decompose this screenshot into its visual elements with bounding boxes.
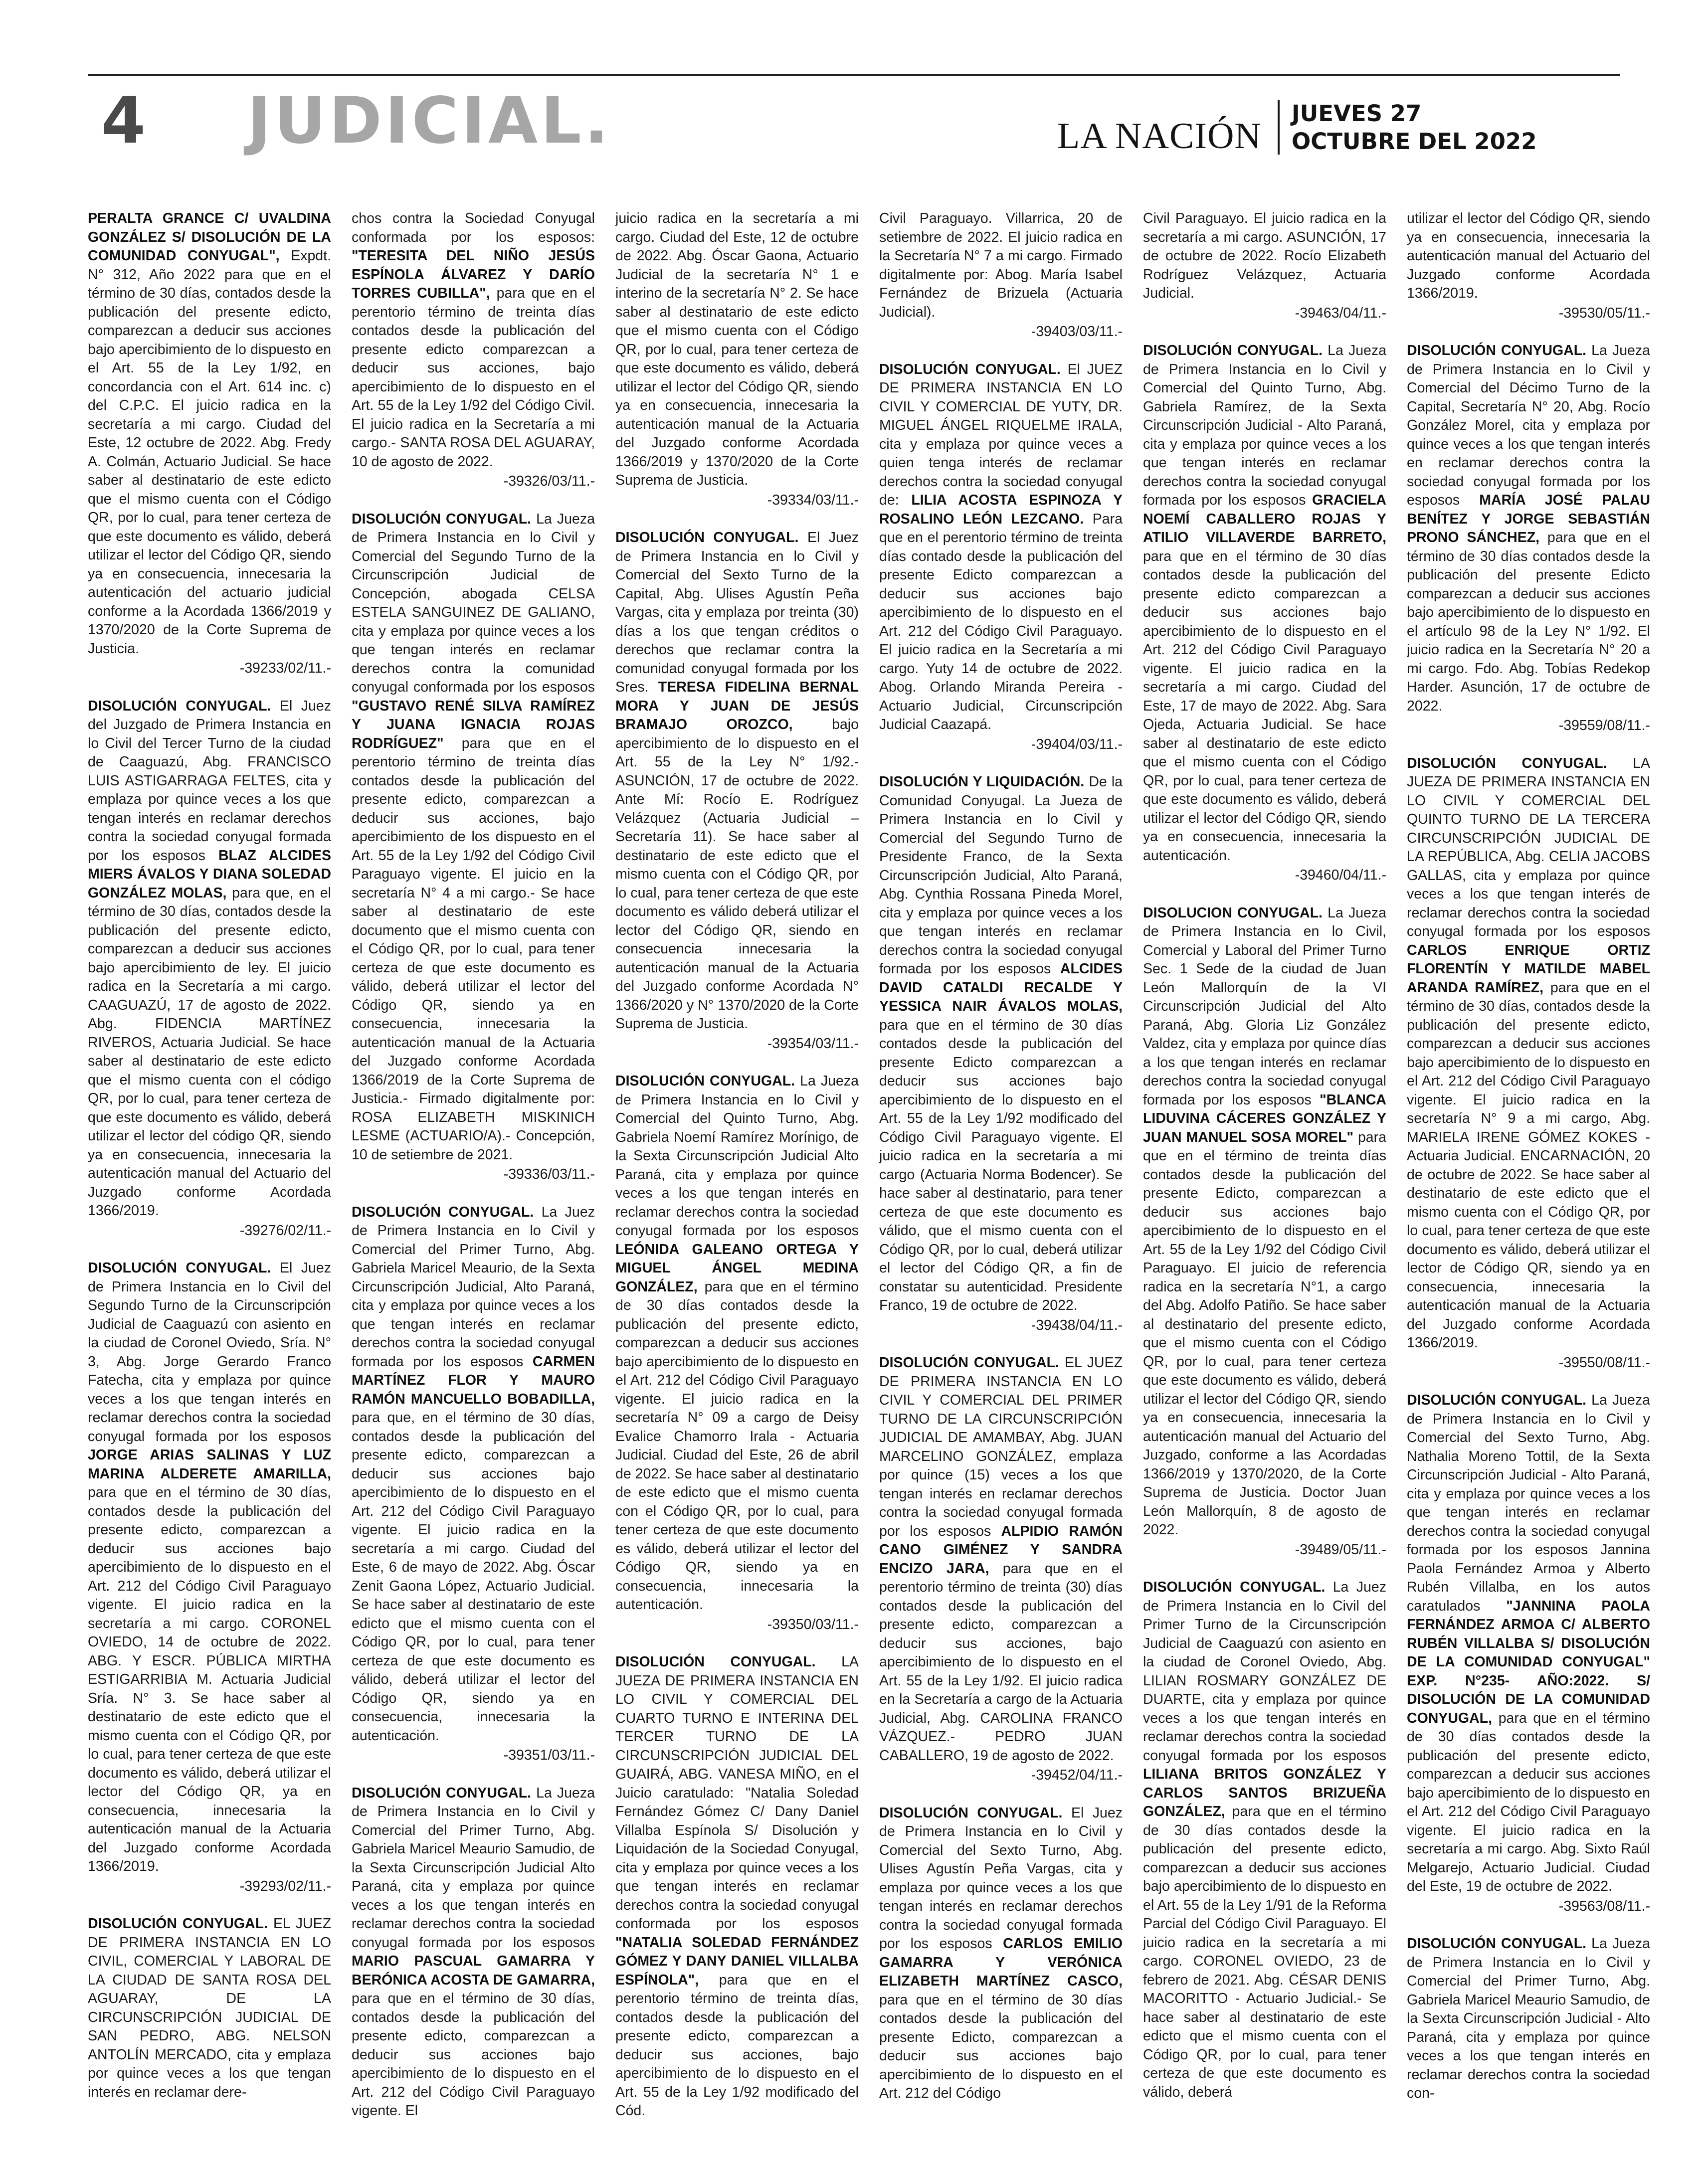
notice-bold-text: DISOLUCIÓN CONYUGAL.: [352, 1204, 534, 1220]
notice-text: LA JUEZA DE PRIMERA INSTANCIA EN LO CIVIL Y COMERCIAL DEL CUARTO TURNO E INTERINA DEL TERCER TURNO DE LA CIRCUNSCRIPCIÓN JUDICIAL DEL GUAIRÁ, ABG. VANESA MIÑO, en el Juicio caratulado: "Natalia Soledad Fernández Gómez C/ Dany Daniel Villalba Espínola S/ Disolución y Liquidación de la Sociedad Conyugal, cita y emplaza por quince veces a los que tengan interés en reclamar derechos contra la sociedad conyugal conformada por los esposos: [615, 1654, 859, 1932]
notice-text: para que en el término de 30 días, contados desde la publicación del presente edicto, comparezcan a deducir sus acciones bajo apercibimiento de lo dispuesto en el Art. 212 del Código Civil Paraguayo vigente. El juicio radica en la secretaría a mi cargo. CORONEL OVIEDO, 14 de octubre de 2022. ABG. Y ESCR. PÚBLICA MIRTHA ESTIGARRIBIA M. Actuaria Judicial Sría. N° 3. Se hace saber al destinatario de este edicto que el mismo cuenta con el Código QR, por lo cual, para tener certeza de que este documento es válido, deberá utilizar el lector del Código QR, ya en consecuencia, innecesaria la autenticación manual de la Actuaria del Juzgado conforme Acordada 1366/2019.: [88, 1484, 331, 1874]
notice-reference-code: -39550/08/11.-: [1558, 1354, 1650, 1371]
notice-reference-code: -39404/03/11.-: [1031, 736, 1123, 752]
issue-date: [1292, 100, 1537, 156]
legal-notice: [879, 1354, 1123, 1785]
notice-text: La Jueza de Primera Instancia en lo Civil y Comercial del Primer Turno, Abg. Gabriela Maricel Meaurio Samudio, de la Sexta Circunscripción Judicial Alto Paraná, cita y emplaza por quince veces a los que tengan interés en reclamar derechos contra la sociedad conyugal formada por los esposos: [352, 1785, 595, 1951]
notice-bold-text: DISOLUCIÓN CONYUGAL.: [88, 1260, 271, 1276]
notice-text: El Juez del Juzgado de Primera Instancia en lo Civil del Tercer Turno de la ciudad de Caaguazú, Abg. FRANCISCO LUIS ASTIGARRAGA FELTES, cita y emplaza por quince veces a los que tengan interés en reclamar derechos contra la sociedad conyugal formada por los esposos: [88, 698, 331, 864]
notice-text: para que en el término de treinta días contados desde la publicación del presente Edicto, comparezcan a deducir sus acciones bajo apercibimiento de lo dispuesto en el Art. 55 de la Ley 1/92 del Código Civil Paraguayo. El juicio de referencia radica en la secretaría N°1, a cargo del Abg. Adolfo Patiño. Se hace saber al destinatario del presente edicto, que el mismo cuenta con el Código QR, por lo cual, para tener certeza que este documento es válido, deberá utilizar el lector del Código QR, siendo ya en consecuencia, innecesaria la autenticación manual del Actuario del Juzgado, conforme a las Acordadas 1366/2019 y 1370/2020, de la Corte Suprema de Justicia. Doctor Juan León Mallorquín, 8 de agosto de 2022.: [1143, 1129, 1386, 1538]
notice-bold-text: LILIANA BRITOS GONZÁLEZ Y CARLOS SANTOS BRIZUEÑA GONZÁLEZ,: [1143, 1766, 1386, 1819]
notice-bold-text: DISOLUCIÓN CONYUGAL.: [1143, 1579, 1326, 1595]
column-2: [352, 209, 595, 2164]
notice-reference-code: -39463/04/11.-: [1295, 305, 1386, 321]
notice-text: La Jueza de Primera Instancia en lo Civil y Comercial del Quinto Turno, Abg. Gabriela Ramírez, de la Sexta Circunscripción Judicial - Alto Paraná, cita y emplaza por quince veces a los que tengan interés en reclamar derechos contra la sociedad conyugal formada por los esposos: [1143, 343, 1386, 508]
legal-notice: [879, 209, 1123, 342]
notice-bold-text: DISOLUCION CONYUGAL.: [1143, 905, 1323, 921]
page-number: 4: [101, 84, 146, 158]
notice-bold-text: CARLOS ENRIQUE ORTIZ FLORENTÍN Y MATILDE MABEL ARANDA RAMÍREZ,: [1407, 942, 1650, 996]
column-6: [1407, 209, 1650, 2164]
notice-text: para que en el término de 30 días contados desde la publicación del presente edicto comparezcan a deducir sus acciones bajo apercibimiento de lo dispuesto en el Art. 212 del Código Civil Paraguayo vigente. El juicio radica en la secretaría a mi cargo. Ciudad del Este, 17 de mayo de 2022. Abg. Sara Ojeda, Actuaria Judicial. Se hace saber al destinatario de este edicto que el mismo cuenta con el Código QR, por lo cual, para tener certeza de que este documento es válido, deberá utilizar el lector del Código QR, siendo ya en consecuencia, innecesaria la autenticación.: [1143, 548, 1386, 864]
notice-text: para que en el término de 30 días contados desde la publicación del presente edicto, comparezcan a deducir sus acciones bajo apercibimiento de lo dispuesto en el Art. 55 de la Ley 1/91 de la Reforma Parcial del Código Civil Paraguayo. El juicio radica en la secretaría a mi cargo. CORONEL OVIEDO, 23 de febrero de 2021. Abg. CÉSAR DENIS MACORITTO - Actuario Judicial.- Se hace saber al destinatario de este edicto que el mismo cuenta con el Código QR, por lo cual, para tener certeza de que este documento es válido, deberá: [1143, 1804, 1386, 2100]
notice-bold-text: "GUSTAVO RENÉ SILVA RAMÍREZ Y JUANA IGNACIA ROJAS RODRÍGUEZ": [352, 698, 595, 751]
notice-reference-code: -39403/03/11.-: [1031, 324, 1123, 340]
notice-bold-text: "BLANCA LIDUVINA CÁCERES GONZÁLEZ Y JUAN MANUEL SOSA MOREL": [1143, 1091, 1386, 1145]
notice-bold-text: DISOLUCIÓN CONYUGAL.: [615, 1654, 816, 1670]
notice-text: bajo apercibimiento de lo dispuesto en el Art. 55 de la Ley N° 1/92.- ASUNCIÓN, 17 de octubre de 2022. Ante Mí: Rocío E. Rodríguez Velázquez (Actuaria Judicial – Secretaría 11). Se hace saber al destinatario de este edicto que el mismo cuenta con el Código QR, por lo cual, para tener certeza de que este documento es válido deberá utilizar el lector del Código QR, siendo en consecuencia innecesaria la autenticación manual de la Actuaria del Juzgado conforme Acordada N° 1366/2020 y N° 1370/2020 de la Corte Suprema de Justicia.: [615, 717, 859, 1032]
notice-bold-text: LEÓNIDA GALEANO ORTEGA Y MIGUEL ÁNGEL MEDINA GONZÁLEZ,: [615, 1241, 859, 1295]
notice-text: La Jueza de Primera Instancia en lo Civil y Comercial del Primer Turno, Abg. Gabriela Maricel Meaurio Samudio, de la Sexta Circunscripción Judicial - Alto Paraná, cita y emplaza por quince veces a los que tengan interés en reclamar derechos contra la sociedad con-: [1407, 1936, 1650, 2101]
notice-bold-text: DISOLUCIÓN CONYUGAL.: [879, 361, 1061, 377]
notice-text: La Jueza de Primera Instancia en lo Civil y Comercial del Segundo Turno de la Circunscripción Judicial de Concepción, abogada CELSA ESTELA SANGUINEZ DE GALIANO, cita y emplaza por quince veces a los que tengan interés en reclamar derechos contra la comunidad conyugal conformada por los esposos: [352, 511, 595, 695]
notice-text: para que en el perentorio término de treinta (30) días contados desde la publicación del presente edicto, comparezcan a deducir sus acciones, bajo apercibimiento de lo dispuesto en el Art. 55 de la Ley 1/92. El juicio radica en la Secretaría a cargo de la Actuaria Judicial, Abg. CAROLINA FRANCO VÁZQUEZ.- PEDRO JUAN CABALLERO, 19 de agosto de 2022.: [879, 1560, 1123, 1764]
notice-reference-code: -39489/05/11.-: [1295, 1541, 1386, 1558]
legal-notice: [1143, 904, 1386, 1560]
notice-reference-code: -39276/02/11.-: [239, 1222, 331, 1239]
notice-text: para que en el término de 30 días contados desde la publicación del presente Edicto, comparezcan a deducir sus acciones bajo apercibimiento de lo dispuesto en el Art. 212 del Código: [879, 1992, 1123, 2101]
notice-text: para que en el término de 30 días contados desde la publicación del presente Edicto comparezcan a deducir sus acciones bajo apercibimiento de lo dispuesto en el Art. 55 de la Ley 1/92 modificado del Código Civil Paraguayo vigente. El juicio radica en la secretaría a mi cargo (Actuaria Norma Bodencer). Se hace saber al destinatario, para tener certeza de que este documento es válido, que el mismo cuenta con el Código QR, por lo cual, deberá utilizar el lector del Código QR, a fin de constatar su autenticidad. Presidente Franco, 19 de octubre de 2022.: [879, 1017, 1123, 1313]
notice-text: Civil Paraguayo. El juicio radica en la secretaría a mi cargo. ASUNCIÓN, 17 de octubre de 2022. Rocío Elizabeth Rodríguez Velázquez, Actuaria Judicial.: [1143, 210, 1386, 301]
notice-bold-text: DISOLUCIÓN CONYUGAL.: [615, 530, 799, 545]
notice-reference-code: -39336/03/11.-: [503, 1166, 595, 1182]
issue-month-year: OCTUBRE DEL 2022: [1292, 128, 1537, 155]
notice-text: La Jueza de Primera Instancia en lo Civil y Comercial del Décimo Turno de la Capital, Secretaría N° 20, Abg. Rocío González Morel, cita y emplaza por quince veces a los que tengan interés en reclamar derechos contra la sociedad conyugal formada por los esposos: [1407, 343, 1650, 508]
notice-text: LA JUEZA DE PRIMERA INSTANCIA EN LO CIVIL Y COMERCIAL DEL QUINTO TURNO DE LA TERCERA CIRCUNSCRIPCIÓN JUDICIAL DE LA REPÚBLICA, Abg. CELIA JACOBS GALLAS, cita y emplaza por quince veces a los que tengan interés de reclamar derechos contra la sociedad conyugal formada por los esposos: [1407, 755, 1650, 939]
notice-bold-text: DISOLUCIÓN CONYUGAL.: [1407, 1392, 1587, 1408]
notice-bold-text: DISOLUCIÓN CONYUGAL.: [1407, 1936, 1587, 1952]
notice-bold-text: DISOLUCIÓN CONYUGAL.: [1407, 755, 1607, 771]
notice-text: El Juez de Primera Instancia en lo Civil y Comercial del Sexto Turno, Abg. Ulises Agustín Peña Vargas, cita y emplaza por quince veces a los que tengan interés en reclamar derechos contra la sociedad conyugal formada por los esposos: [879, 1805, 1123, 1952]
notice-text: Expdt. N° 312, Año 2022 para que en el término de 30 días, contados desde la publicación del presente edicto, comparezcan a deducir sus acciones bajo apercibimiento de lo dispuesto en el Art. 55 de la Ley 1/92, en concordancia con el Art. 614 inc. c) del C.P.C. El juicio radica en la secretaría a mi cargo. Ciudad del Este, 12 octubre de 2022. Abg. Fredy A. Colmán, Actuario Judicial. Se hace saber al destinatario de este edicto que el mismo cuenta con el Código QR, por lo cual, para tener certeza de que este documento es válido, deberá utilizar el lector del Código QR, siendo ya en consecuencia, innecesaria la autenticación del actuario judicial conforme a la Acordada 1366/2019 y 1370/2020 de la Corte Suprema de Justicia.: [88, 248, 331, 657]
notice-reference-code: -39350/03/11.-: [767, 1616, 859, 1633]
notice-text: Civil Paraguayo. Villarrica, 20 de setiembre de 2022. El juicio radica en la Secretaría N° 7 a mi cargo. Firmado digitalmente por: Abog. María Isabel Fernández de Brizuela (Actuaria Judicial).: [879, 210, 1123, 320]
column-1: [88, 209, 331, 2164]
notice-text: para que en el término de 30 días contados desde la publicación del presente Edicto comparezcan a deducir sus acciones bajo apercibimiento de lo dispuesto en el artículo 98 de la Ley N° 1/92. El juicio radica en la Secretaría N° 20 a mi cargo. Fdo. Abg. Tobías Redekop Harder. Asunción, 17 de octubre de 2022.: [1407, 530, 1650, 714]
notice-bold-text: LILIA ACOSTA ESPINOZA Y ROSALINO LEÓN LEZCANO.: [879, 492, 1123, 527]
notice-text: El JUEZ DE PRIMERA INSTANCIA EN LO CIVIL Y COMERCIAL DE YUTY, DR. MIGUEL ÁNGEL RIQUELME IRALA, cita y emplaza por quince veces a quien tenga interés de reclamar derechos contra la sociedad conyugal de:: [879, 361, 1123, 508]
legal-notice: [88, 697, 331, 1241]
notice-reference-code: -39354/03/11.-: [767, 1035, 859, 1052]
issue-weekday: JUEVES 27: [1292, 100, 1422, 127]
column-3: [615, 209, 859, 2164]
header-divider: [1278, 100, 1280, 155]
legal-notice: [615, 209, 859, 510]
notice-text: La Jueza de Primera Instancia en lo Civil y Comercial del Sexto Turno, Abg. Nathalia Moreno Tottil, de la Sexta Circunscripción Judicial - Alto Paraná, cita y emplaza por quince veces a los que tengan interés en reclamar derechos contra la sociedad conyugal formada por los esposos Jannina Paola Fernández Armoa y Alberto Rubén Villalba, en los autos caratulados: [1407, 1392, 1650, 1614]
top-rule: [88, 74, 1620, 76]
notice-reference-code: -39334/03/11.-: [767, 492, 859, 508]
notice-reference-code: -39530/05/11.-: [1558, 305, 1650, 321]
notice-bold-text: "TERESITA DEL NIÑO JESÚS ESPÍNOLA ÁLVAREZ Y DARÍO TORRES CUBILLA",: [352, 248, 595, 301]
legal-notice: [879, 361, 1123, 754]
notice-bold-text: TERESA FIDELINA BERNAL MORA Y JUAN DE JESÚS BRAMAJO OROZCO,: [615, 679, 859, 732]
notice-text: para que en el perentorio término de treinta días contados desde la publicación del presente edicto comparezcan a deducir sus acciones, bajo apercibimiento de lo dispuesto en el Art. 55 de la Ley 1/92 del Código Civil. El juicio radica en la Secretaría a mi cargo.- SANTA ROSA DEL AGUARAY, 10 de agosto de 2022.: [352, 285, 595, 470]
notice-bold-text: CARMEN MARTÍNEZ FLOR Y MAURO RAMÓN MANCUELLO BOBADILLA,: [352, 1353, 595, 1407]
legal-notice: [615, 529, 859, 1053]
notice-text: para que en el término de 30 días, contados desde la publicación del presente edicto, comparezcan a deducir sus acciones bajo apercibimiento de lo dispuesto en el Art. 212 del Código Civil Paraguayo vigente. El: [352, 1991, 595, 2119]
notice-bold-text: BLAZ ALCIDES MIERS ÁVALOS Y DIANA SOLEDAD GONZÁLEZ MOLAS,: [88, 847, 331, 901]
notices-grid: [88, 209, 1650, 2164]
legal-notice: [352, 1784, 595, 2121]
legal-notice: [615, 1072, 859, 1634]
notice-text: La Juez de Primera Instancia en lo Civil y Comercial del Primer Turno, Abg. Gabriela Maricel Meaurio, de la Sexta Circunscripción Judicial, Alto Paraná, cita y emplaza por quince veces a los que tengan interés en reclamar derechos contra la sociedad conyugal formada por los esposos: [352, 1204, 595, 1370]
notice-text: La Jueza de Primera Instancia en lo Civil y Comercial del Quinto Turno, Abg. Gabriela Noemí Ramírez Morínigo, de la Sexta Circunscripción Judicial Alto Paraná, cita y emplaza por quince veces a los que tengan interés en reclamar derechos contra la sociedad conyugal formada por los esposos: [615, 1073, 859, 1239]
legal-notice: [1143, 1578, 1386, 2102]
legal-notice: [615, 1653, 859, 2121]
notice-bold-text: DISOLUCIÓN CONYUGAL.: [352, 511, 532, 527]
notice-text: chos contra la Sociedad Conyugal conformada por los esposos:: [352, 210, 595, 245]
column-4: [879, 209, 1123, 2164]
notice-reference-code: -39351/03/11.-: [503, 1747, 595, 1763]
notice-reference-code: -39438/04/11.-: [1031, 1317, 1123, 1333]
notice-text: El Juez de Primera Instancia en lo Civil y Comercial del Sexto Turno de la Capital, Abg. Ulises Agustín Peña Vargas, cita y emplaza por treinta (30) días a los que tengan créditos o derechos que reclamar contra la comunidad conyugal formada por los Sres.: [615, 530, 859, 695]
notice-text: para que en el término de 30 días, contados desde la publicación del presente edicto, comparezcan a deducir sus acciones bajo apercibimiento de lo dispuesto en el Art. 212 del Código Civil Paraguayo vigente. El juicio radica en la secretaría N° 9 a mi cargo, Abg. MARIELA IRENE GÓMEZ KOKES - Actuaria Judicial. ENCARNACIÓN, 20 de octubre de 2022. Se hace saber al destinatario de este edicto que el mismo cuenta con el Código QR, por lo cual, para tener certeza de que este documento es válido, deberá utilizar el lector de Código QR, siendo ya en consecuencia, innecesaria la autenticación manual de la Actuaria del Juzgado conforme Acordada 1366/2019.: [1407, 979, 1650, 1351]
notice-text: utilizar el lector del Código QR, siendo ya en consecuencia, innecesaria la autenticación manual del Actuario del Juzgado conforme Acordada 1366/2019.: [1407, 210, 1650, 301]
notice-bold-text: MARÍA JOSÉ PALAU BENÍTEZ Y JORGE SEBASTIÁN PRONO SÁNCHEZ,: [1407, 492, 1650, 545]
legal-notice: [88, 209, 331, 678]
notice-bold-text: DISOLUCIÓN CONYUGAL.: [879, 1805, 1063, 1821]
newspaper-logo: LA NACIÓN: [1057, 116, 1262, 157]
notice-reference-code: -39563/08/11.-: [1558, 1898, 1650, 1914]
legal-notice: [88, 1915, 331, 2102]
notice-bold-text: DISOLUCIÓN Y LIQUIDACIÓN.: [879, 774, 1085, 790]
notice-text: para que en el término de 30 días contados desde la publicación del presente edicto, comparezcan a deducir sus acciones bajo apercibimiento de lo dispuesto en el Art. 212 del Código Civil Paraguayo vigente. El juicio radica en la secretaría a mi cargo. Abg. Sixto Raúl Melgarejo, Actuario Judicial. Ciudad del Este, 19 de octubre de 2022.: [1407, 1710, 1650, 1894]
section-title: JUDICIAL.: [247, 84, 612, 158]
legal-notice: [352, 510, 595, 1184]
notice-reference-code: -39326/03/11.-: [503, 473, 595, 489]
legal-notice: [1143, 342, 1386, 885]
notice-bold-text: "JANNINA PAOLA FERNÁNDEZ ARMOA C/ ALBERTO RUBÉN VILLALBA S/ DISOLUCIÓN DE LA COMUNIDAD CONYUGAL" EXP. N°235- AÑO:2022. S/ DISOLUCIÓN DE LA COMUNIDAD CONYUGAL,: [1407, 1598, 1650, 1726]
notice-bold-text: "NATALIA SOLEDAD FERNÁNDEZ GÓMEZ Y DANY DANIEL VILLALBA ESPÍNOLA",: [615, 1934, 859, 1988]
notice-bold-text: DISOLUCIÓN CONYUGAL.: [352, 1785, 532, 1801]
notice-bold-text: CARLOS EMILIO GAMARRA Y VERÓNICA ELIZABETH MARTÍNEZ CASCO,: [879, 1936, 1123, 1989]
notice-text: El Juez de Primera Instancia en lo Civil del Segundo Turno de la Circunscripción Judicial de Caaguazú con asiento en la ciudad de Coronel Oviedo, Sría. N° 3, Abg. Jorge Gerardo Franco Fatecha, cita y emplaza por quince veces a los que tengan interés en reclamar derechos contra la sociedad conyugal formada por los esposos: [88, 1260, 331, 1445]
notice-text: La Jueza de Primera Instancia en lo Civil, Comercial y Laboral del Primer Turno Sec. 1 Sede de la ciudad de Juan León Mallorquín de la VI Circunscripción Judicial del Alto Paraná, Abg. Gloria Liz González Valdez, cita y emplaza por quince días a los que tengan interés en reclamar derechos contra la sociedad conyugal formada por los esposos: [1143, 905, 1386, 1108]
notice-text: EL JUEZ DE PRIMERA INSTANCIA EN LO CIVIL Y COMERCIAL DEL PRIMER TURNO DE LA CIRCUNSCRIPCIÓN JUDICIAL DE AMAMBAY, Abg. JUAN MARCELINO GONZÁLEZ, emplaza por quince (15) veces a los que tengan interés en reclamar derechos contra la sociedad conyugal formada por los esposos: [879, 1355, 1123, 1539]
legal-notice: [352, 209, 595, 491]
notice-text: La Juez de Primera Instancia en lo Civil del Primer Turno de la Circunscripción Judicial de Caaguazú con asiento en la ciudad de Coronel Oviedo, Abg. LILIAN ROSMARY GONZÁLEZ DE DUARTE, cita y emplaza por quince veces a los que tengan interés en reclamar derechos contra la sociedad conyugal formada por los esposos: [1143, 1579, 1386, 1764]
notice-text: De la Comunidad Conyugal. La Jueza de Primera Instancia en lo Civil y Comercial del Segundo Turno de Presidente Franco, de la Sexta Circunscripción Judicial, Alto Paraná, Abg. Cynthia Rossana Pineda Morel, cita y emplaza por quince veces a los que tengan interés en reclamar derechos contra la sociedad conyugal formada por los esposos: [879, 774, 1123, 977]
notice-bold-text: ALCIDES DAVID CATALDI RECALDE Y YESSICA NAIR ÁVALOS MOLAS,: [879, 961, 1123, 1014]
notice-bold-text: DISOLUCIÓN CONYUGAL.: [615, 1073, 795, 1089]
notice-bold-text: JORGE ARIAS SALINAS Y LUZ MARINA ALDERETE AMARILLA,: [88, 1447, 331, 1482]
legal-notice: [879, 773, 1123, 1335]
notice-text: para que en el perentorio término de treinta días contados desde la publicación del presente edicto, comparezcan a deducir sus acciones, bajo apercibimiento de los dispuesto en el Art. 55 de la Ley 1/92 del Código Civil Paraguayo vigente. El juicio en la secretaría N° 4 a mi cargo.- Se hace saber al destinatario de este documento que el mismo cuenta con el Código QR, por lo cual, para tener certeza de que este documento es válido, deberá utilizar el lector del Código QR, siendo ya en consecuencia, innecesaria la autenticación manual de la Actuaria del Juzgado conforme Acordada 1366/2019 de la Corte Suprema de Justicia.- Firmado digitalmente por: ROSA ELIZABETH MISKINICH LESME (ACTUARIO/A).- Concepción, 10 de setiembre de 2021.: [352, 735, 595, 1163]
legal-notice: [352, 1203, 595, 1765]
notice-bold-text: DISOLUCIÓN CONYUGAL.: [88, 698, 271, 714]
legal-notice: [1407, 1935, 1650, 2103]
legal-notice: [1143, 209, 1386, 323]
notice-bold-text: DISOLUCIÓN CONYUGAL.: [1143, 343, 1323, 359]
notice-bold-text: MARIO PASCUAL GAMARRA Y BERÓNICA ACOSTA DE GAMARRA,: [352, 1953, 595, 1988]
notice-reference-code: -39233/02/11.-: [239, 660, 331, 676]
notice-text: para que, en el término de 30 días, contados desde la publicación del presente edicto, comparezcan a deducir sus acciones bajo apercibimiento de lo dispuesto en el Art. 212 del Código Civil Paraguayo vigente. El juicio radica en la secretaría a mi cargo. Ciudad del Este, 6 de mayo de 2022. Abg. Óscar Zenit Gaona López, Actuario Judicial. Se hace saber al destinatario de este edicto que el mismo cuenta con el Código QR, por lo cual, para tener certeza de que este documento es válido, deberá utilizar el lector del Código QR, siendo ya en consecuencia, innecesaria la autenticación.: [352, 1410, 595, 1744]
legal-notice: [879, 1804, 1123, 2103]
legal-notice: [88, 1259, 331, 1896]
notice-reference-code: -39452/04/11.-: [1031, 1767, 1123, 1783]
notice-text: Para que en el perentorio término de treinta días contado desde la publicación del presente Edicto comparezcan a deducir sus acciones bajo apercibimiento de lo dispuesto en el Art. 212 del Código Civil Paraguayo. El juicio radica en la Secretaría a mi cargo. Yuty 14 de octubre de 2022. Abog. Orlando Miranda Pereira - Actuario Judicial, Circunscripción Judicial Caazapá.: [879, 511, 1123, 732]
legal-notice: [1407, 1391, 1650, 1916]
legal-notice: [1407, 754, 1650, 1373]
notice-bold-text: PERALTA GRANCE C/ UVALDINA GONZÁLEZ S/ DISOLUCIÓN DE LA COMUNIDAD CONYUGAL",: [88, 210, 331, 264]
notice-bold-text: DISOLUCIÓN CONYUGAL.: [879, 1355, 1059, 1371]
notice-bold-text: ALPIDIO RAMÓN CANO GIMÉNEZ Y SANDRA ENCIZO JARA,: [879, 1523, 1123, 1577]
notice-reference-code: -39293/02/11.-: [239, 1878, 331, 1894]
notice-bold-text: GRACIELA NOEMÍ CABALLERO ROJAS Y ATILIO VILLAVERDE BARRETO,: [1143, 492, 1386, 545]
column-5: [1143, 209, 1386, 2164]
notice-reference-code: -39460/04/11.-: [1295, 867, 1386, 883]
legal-notice: [1407, 209, 1650, 323]
notice-text: para que en el término de 30 días contados desde la publicación del presente edicto, comparezcan a deducir sus acciones bajo apercibimiento de lo dispuesto en el Art. 212 del Código Civil Paraguayo vigente. El juicio radica en la secretaría N° 09 a cargo de Deisy Evalice Chamorro Irala - Actuaria Judicial. Ciudad del Este, 26 de abril de 2022. Se hace saber al destinatario de este edicto que el mismo cuenta con el Código QR, por lo cual, para tener certeza de que este documento es válido, deberá utilizar el lector del Código QR, siendo ya en consecuencia, innecesaria la autenticación.: [615, 1278, 859, 1613]
notice-bold-text: DISOLUCIÓN CONYUGAL.: [1407, 343, 1587, 359]
notice-text: para que en el perentorio término de treinta días, contados desde la publicación del presente edicto, comparezcan a deducir sus acciones, bajo apercibimiento de lo dispuesto en el Art. 55 de la Ley 1/92 modificado del Cód.: [615, 1972, 859, 2119]
notice-reference-code: -39559/08/11.-: [1558, 718, 1650, 733]
notice-text: juicio radica en la secretaría a mi cargo. Ciudad del Este, 12 de octubre de 2022. Abg. Óscar Gaona, Actuario Judicial de la secretaría N° 1 e interino de la secretaría N° 2. Se hace saber al destinatario de este edicto que el mismo cuenta con el Código QR, por lo cual, para tener certeza de que este documento es válido, deberá utilizar el lector del Código QR, siendo ya en consecuencia, innecesaria la autenticación manual de la Actuaria del Juzgado conforme Acordada 1366/2019 y 1370/2020 de la Corte Suprema de Justicia.: [615, 210, 859, 488]
legal-notice: [1407, 342, 1650, 735]
notice-text: para que, en el término de 30 días, contados desde la publicación del presente edicto, comparezcan a deducir sus acciones bajo apercibimiento de ley. El juicio radica en la Secretaría a mi cargo. CAAGUAZÚ, 17 de agosto de 2022. Abg. FIDENCIA MARTÍNEZ RIVEROS, Actuaria Judicial. Se hace saber al destinatario de este edicto que el mismo cuenta con el código QR, por lo cual, para tener certeza de que este documento es válido, deberá utilizar el lector del código QR, siendo ya en consecuencia, innecesaria la autenticación manual del Actuario del Juzgado conforme Acordada 1366/2019.: [88, 885, 331, 1219]
notice-text: EL JUEZ DE PRIMERA INSTANCIA EN LO CIVIL, COMERCIAL Y LABORAL DE LA CIUDAD DE SANTA ROSA DEL AGUARAY, DE LA CIRCUNSCRIPCIÓN JUDICIAL DE SAN PEDRO, ABG. NELSON ANTOLÍN MERCADO, cita y emplaza por quince veces a los que tengan interés en reclamar dere-: [88, 1916, 331, 2100]
notice-bold-text: DISOLUCIÓN CONYUGAL.: [88, 1916, 268, 1932]
